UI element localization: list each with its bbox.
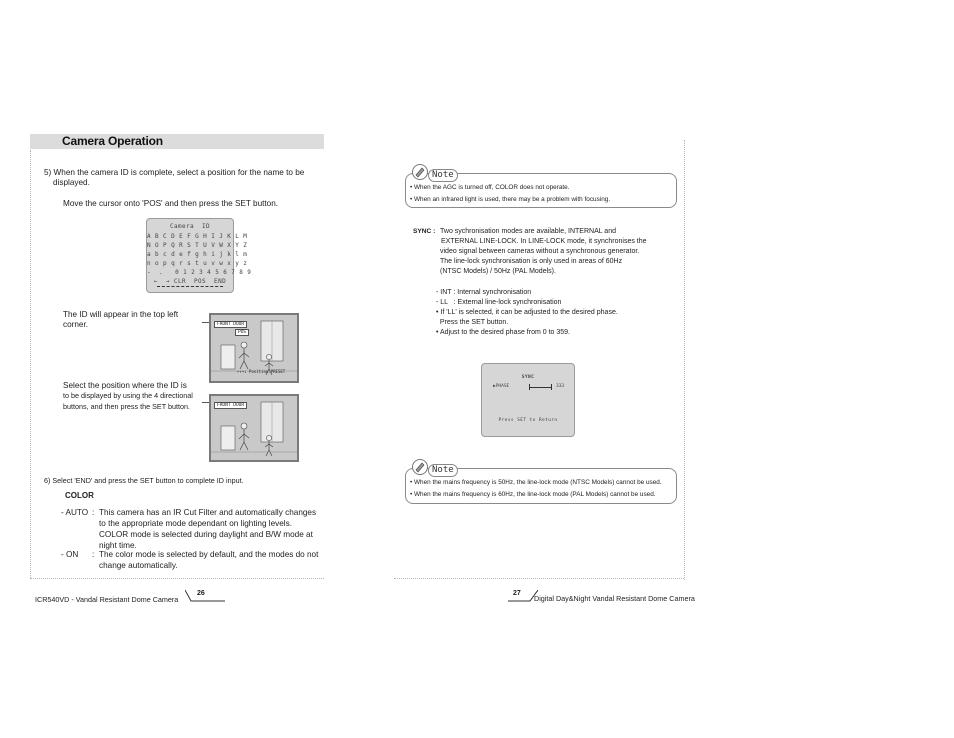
left-footer-text: ICR540VD - Vandal Resistant Dome Camera <box>35 595 179 604</box>
auto-line-3: COLOR mode is selected during daylight and B/W mode at <box>99 530 313 539</box>
screen1-status: ←↑→↓ Position:PRESET <box>237 369 286 374</box>
auto-line-4: night time. <box>99 541 137 550</box>
sync-line-2: video signal between cameras without a synchronous generator. <box>440 248 640 255</box>
osd-row-uppercase-2: N O P Q R S T U V W X Y Z <box>147 242 248 249</box>
sync-line-1: EXTERNAL LINE-LOCK. In LINE-LOCK mode, it synchronises the <box>441 238 647 245</box>
sync-bullet-adjust: • Adjust to the desired phase from 0 to 359. <box>436 329 570 336</box>
left-page-number: 26 <box>197 590 205 597</box>
left-margin-rule <box>30 150 31 578</box>
osd-row-lowercase-2: n o p q r s t u v w x y z <box>147 260 248 267</box>
note2-item-1: • When the mains frequency is 50Hz, the line-lock mode (NTSC Models) cannot be used. <box>410 479 662 486</box>
select-note-line1: Select the position where the ID is <box>63 381 187 390</box>
note-icon-2 <box>412 459 428 475</box>
sync-osd-footer: Press SET to Return <box>498 418 558 423</box>
osd-title: Camera ID <box>169 223 211 230</box>
step5-line2: displayed. <box>53 178 90 187</box>
camera-screen-preview-2 <box>209 394 299 462</box>
step5-instruction: Move the cursor onto 'POS' and then press the SET button. <box>63 199 279 208</box>
id-note-line1: The ID will appear in the top left <box>63 310 179 319</box>
note-label-2: Note <box>428 464 458 477</box>
pencil-icon <box>413 460 427 474</box>
step5-line1: 5) When the camera ID is complete, select a position for the name to be <box>44 168 305 177</box>
right-bottom-rule <box>394 578 684 579</box>
sync-osd-phase-value: 333 <box>556 384 565 389</box>
phase-slider-thumb <box>551 384 552 390</box>
auto-line-1: This camera has an IR Cut Filter and automatically changes <box>99 508 317 517</box>
right-footer-text: Digital Day&Night Vandal Resistant Dome Camera <box>534 594 695 603</box>
sync-first-line: Two sychronisation modes are available, INTERNAL and <box>440 228 616 235</box>
note-icon-1 <box>412 164 428 180</box>
sync-bullet-press: Press the SET button. <box>436 319 509 326</box>
left-footer-tab <box>185 589 225 603</box>
sync-label: SYNC : <box>413 228 436 235</box>
left-bottom-rule <box>30 578 324 579</box>
section-title: Camera Operation <box>62 134 163 148</box>
osd-row-controls: ← → CLR POS END <box>153 278 227 285</box>
osd-row-uppercase-1: A B C D E F G H I J K L M <box>147 233 248 240</box>
step6-text: 6) Select 'END' and press the SET button to complete ID input. <box>44 476 244 485</box>
camera-screen-preview-1 <box>209 313 299 383</box>
osd-row-lowercase-1: a b c d e f g h i j k l m <box>147 251 248 258</box>
sync-osd-phase-label: ▶PHASE <box>493 384 510 389</box>
on-line-2: change automatically. <box>99 561 178 570</box>
note1-item-2: • When an infrared light is used, there may be a problem with focusing. <box>410 196 611 203</box>
auto-label: - AUTO <box>61 508 89 517</box>
auto-separator: : <box>92 508 95 517</box>
color-heading: COLOR <box>65 491 94 500</box>
right-page-number: 27 <box>513 590 521 597</box>
note2-item-2: • When the mains frequency is 60Hz, the line-lock mode (PAL Models) cannot be used. <box>410 491 656 498</box>
select-note-line2: to be displayed by using the 4 directional <box>63 391 193 400</box>
sync-osd-title: SYNC <box>521 375 535 380</box>
note1-item-1: • When the AGC is turned off, COLOR does not operate. <box>410 184 570 191</box>
screen2-id-label: FRONT DOOR <box>214 402 247 409</box>
sync-bullet-int: - INT : Internal synchronisation <box>436 289 532 296</box>
on-separator: : <box>92 550 95 559</box>
sync-line-3: The line-lock synchronisation is only used in areas of 60Hz <box>440 258 623 265</box>
osd-cursor-underline <box>157 286 223 287</box>
note-label-1: Note <box>428 169 458 182</box>
phase-slider-track <box>529 387 551 388</box>
osd-row-digits: - . 0 1 2 3 4 5 6 7 8 9 <box>147 269 252 276</box>
sync-bullet-ll: - LL : External line-lock synchronisation <box>436 299 562 306</box>
auto-line-2: to the appropriate mode dependant on lighting levels. <box>99 519 292 528</box>
id-note-line2: corner. <box>63 320 89 329</box>
camera-id-osd <box>146 218 252 293</box>
pencil-icon <box>413 165 427 179</box>
sync-bullet-phase: • If 'LL' is selected, it can be adjusted to the desired phase. <box>436 309 618 316</box>
screen1-pos-label: POS <box>235 329 249 336</box>
sync-osd <box>481 363 575 437</box>
sync-line-4: (NTSC Models) / 50Hz (PAL Models). <box>440 268 556 275</box>
phase-slider-start <box>529 384 530 390</box>
right-margin-rule <box>684 140 685 580</box>
screen1-id-label: FRONT DOOR <box>214 321 247 328</box>
select-note-line3: buttons, and then press the SET button. <box>63 402 190 411</box>
on-line-1: The color mode is selected by default, and the modes do not <box>99 550 319 559</box>
on-label: - ON <box>61 550 79 559</box>
